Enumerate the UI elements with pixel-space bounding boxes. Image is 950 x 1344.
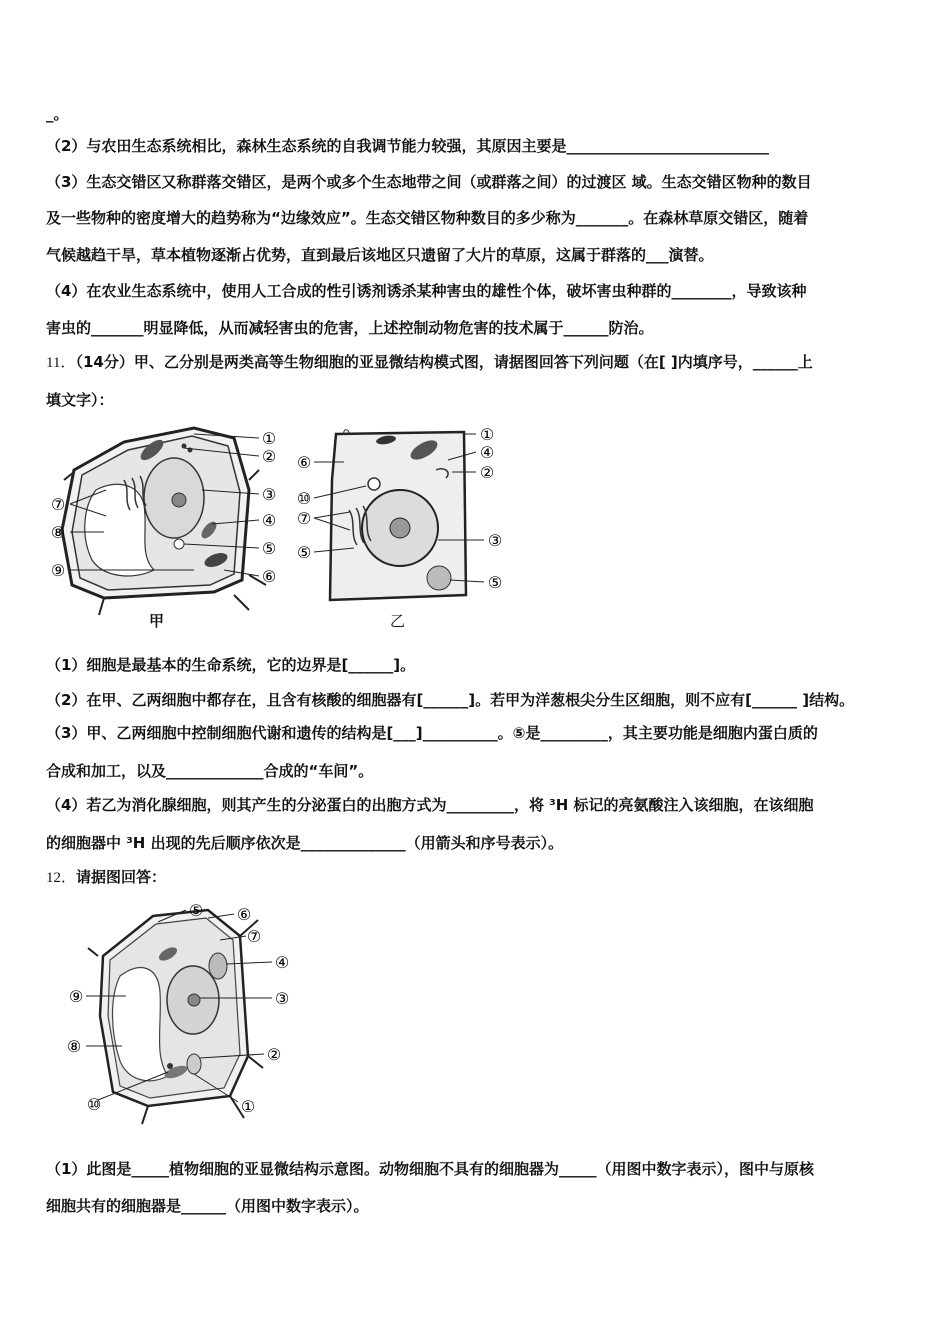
yi-label-3: ③ (487, 531, 503, 550)
figure-plant-cell (58, 896, 298, 1132)
yi-label-2: ② (479, 463, 495, 482)
fig2-label-6: ⑥ (236, 905, 252, 924)
jia-label-9: ⑨ (50, 561, 66, 580)
jia-label-6: ⑥ (261, 567, 277, 586)
jia-label-5: ⑤ (261, 539, 277, 558)
plant-cell-drawing (88, 910, 263, 1124)
fig2-label-10: ⑩ (86, 1095, 102, 1114)
figure-plant-cell-svg (58, 896, 298, 1132)
question-11-part-1: （1）细胞是最基本的生命系统，它的边界是[______]。 (46, 656, 416, 674)
fig2-label-9: ⑨ (68, 987, 84, 1006)
question-11-stem-cont: 填文字）： (46, 391, 114, 409)
jia-label-3: ③ (261, 485, 277, 504)
yi-label-4: ④ (479, 443, 495, 462)
text-line-3: 及一些物种的密度增大的趋势称为“边缘效应”。生态交错区物种数目的多少称为_______。在森林草原交错区，随着 (46, 209, 809, 227)
cell-jia-drawing (62, 428, 266, 615)
jia-label-7: ⑦ (50, 495, 66, 514)
question-12-header (46, 867, 166, 888)
fig2-label-8: ⑧ (66, 1037, 82, 1056)
question-12-number: 12． (46, 870, 77, 886)
fig2-label-3: ③ (274, 989, 290, 1008)
cell-yi-drawing (330, 430, 466, 600)
figure-cells-jia-yi (44, 420, 514, 635)
question-11-number: 11． (46, 355, 76, 371)
yi-label-6: ⑥ (296, 453, 312, 472)
question-12-part-1a: （1）此图是_____植物细胞的亚显微结构示意图。动物细胞不具有的细胞器为_____（用图中数字表示），图中与原核 (46, 1160, 814, 1178)
jia-label-2: ② (261, 447, 277, 466)
text-line-0: _。 (46, 105, 69, 123)
question-11-stem: （14分）甲、乙分别是两类高等生物细胞的亚显微结构模式图，请据图回答下列问题（在[ ]内填序号，______上 (75, 353, 813, 371)
fig2-label-7: ⑦ (246, 927, 262, 946)
text-line-5: （4）在农业生态系统中，使用人工合成的性引诱剂诱杀某种害虫的雄性个体，破坏害虫种群的________，导致该种 (46, 282, 807, 300)
question-11-header (46, 352, 813, 373)
text-line-2: （3）生态交错区又称群落交错区，是两个或多个生态地带之间（或群落之间）的过渡区 域。生态交错区物种的数目 (46, 173, 812, 191)
yi-label-1: ① (479, 425, 495, 444)
fig2-label-4: ④ (274, 953, 290, 972)
question-11-part-4b: 的细胞器中 ³H 出现的先后顺序依次是______________（用箭头和序号表示）。 (46, 834, 564, 852)
figure-label-jia: 甲 (149, 612, 165, 630)
question-11-part-3a: （3）甲、乙两细胞中控制细胞代谢和遗传的结构是[___]__________。⑤是_________，其主要功能是细胞内蛋白质的 (46, 724, 818, 742)
fig2-label-2: ② (266, 1045, 282, 1064)
jia-label-8: ⑧ (50, 523, 66, 542)
yi-label-10: ⑩ (296, 489, 312, 508)
question-12-part-1b: 细胞共有的细胞器是______（用图中数字表示）。 (46, 1197, 369, 1215)
question-11-part-2: （2）在甲、乙两细胞中都存在，且含有核酸的细胞器有[______]。若甲为洋葱根尖分生区细胞，则不应有[______ ]结构。 (46, 691, 855, 709)
yi-label-7: ⑦ (296, 509, 312, 528)
figure-label-yi: 乙 (390, 612, 406, 630)
fig2-label-1: ① (240, 1097, 256, 1116)
jia-label-1: ① (261, 429, 277, 448)
text-line-6: 害虫的_______明显降低，从而减轻害虫的危害，上述控制动物危害的技术属于______防治。 (46, 319, 654, 337)
text-line-4: 气候越趋干旱，草本植物逐渐占优势，直到最后该地区只遗留了大片的草原，这属于群落的___演替。 (46, 246, 714, 264)
fig2-label-5: ⑤ (188, 901, 204, 920)
figure-cells-svg (44, 420, 514, 635)
question-11-part-4a: （4）若乙为消化腺细胞，则其产生的分泌蛋白的出胞方式为_________，将 ³H 标记的亮氨酸注入该细胞，在该细胞 (46, 796, 814, 814)
yi-label-5a: ⑤ (296, 543, 312, 562)
text-line-1: （2）与农田生态系统相比，森林生态系统的自我调节能力较强，其原因主要是___________________________ (46, 137, 769, 155)
yi-label-5b: ⑤ (487, 573, 503, 592)
jia-label-4: ④ (261, 511, 277, 530)
question-12-title: 请据图回答： (76, 868, 167, 886)
question-11-part-3b: 合成和加工，以及_____________合成的“车间”。 (46, 762, 374, 780)
